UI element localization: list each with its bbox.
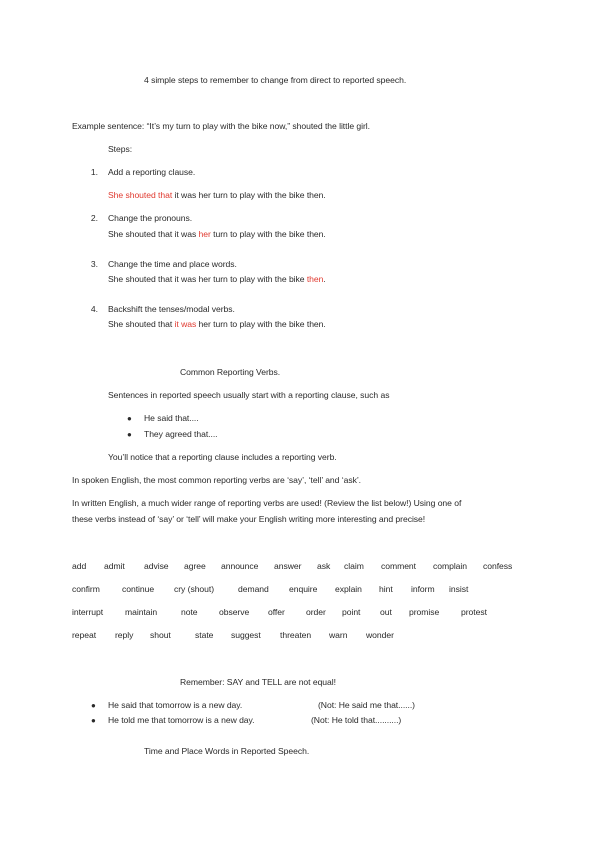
bullet-icon: ● bbox=[91, 701, 96, 710]
step-example-highlight: her bbox=[198, 229, 211, 239]
verb-item: explain bbox=[335, 584, 362, 594]
verb-item: out bbox=[380, 607, 392, 617]
step-example bbox=[108, 319, 326, 330]
step-example-text: She shouted that it was her turn to play with the bike bbox=[108, 274, 307, 284]
verb-item: advise bbox=[144, 561, 169, 571]
verb-item: admit bbox=[104, 561, 125, 571]
verb-item: claim bbox=[344, 561, 364, 571]
list-item-note: (Not: He told that..........) bbox=[311, 715, 402, 725]
verb-item: continue bbox=[122, 584, 155, 594]
step-example-text: She shouted that bbox=[108, 319, 175, 329]
verb-item: ask bbox=[317, 561, 331, 571]
step-example-text: her turn to play with the bike then. bbox=[196, 319, 326, 329]
verb-item: confirm bbox=[72, 584, 100, 594]
step-heading: Backshift the tenses/modal verbs. bbox=[108, 304, 235, 314]
step-heading: Change the pronouns. bbox=[108, 213, 193, 223]
list-item-note: (Not: He said me that......) bbox=[318, 700, 415, 710]
step-example-text: it was her turn to play with the bike then. bbox=[172, 190, 326, 200]
verb-item: repeat bbox=[72, 630, 97, 640]
verb-item: observe bbox=[219, 607, 250, 617]
bullet-icon: ● bbox=[91, 716, 96, 725]
verb-item: warn bbox=[329, 630, 348, 640]
remember-heading: Remember: SAY and TELL are not equal! bbox=[180, 677, 336, 687]
step-example-highlight: it was bbox=[174, 319, 197, 329]
verb-item: point bbox=[342, 607, 361, 617]
steps-label: Steps: bbox=[108, 144, 133, 154]
step-example-text: . bbox=[323, 274, 326, 284]
list-item: They agreed that.... bbox=[144, 429, 218, 439]
example-sentence: Example sentence: “It’s my turn to play with the bike now,” shouted the little girl. bbox=[72, 121, 371, 131]
step-number: 3. bbox=[90, 259, 98, 269]
verb-item: interrupt bbox=[72, 607, 104, 617]
step-example-highlight: She shouted that bbox=[108, 190, 173, 200]
verb-item: reply bbox=[115, 630, 134, 640]
step-example bbox=[108, 190, 326, 201]
bullet-icon: ● bbox=[127, 414, 132, 423]
bullet-icon: ● bbox=[127, 430, 132, 439]
verb-item: complain bbox=[433, 561, 467, 571]
verbs-intro: Sentences in reported speech usually start with a reporting clause, such as bbox=[108, 390, 390, 400]
verb-item: insist bbox=[449, 584, 469, 594]
step-number: 1. bbox=[90, 167, 98, 177]
list-item: He told me that tomorrow is a new day. bbox=[108, 715, 255, 725]
verb-item: agree bbox=[184, 561, 206, 571]
verb-item: cry (shout) bbox=[174, 584, 215, 594]
verb-item: promise bbox=[409, 607, 440, 617]
verb-item: announce bbox=[221, 561, 259, 571]
list-item: He said that tomorrow is a new day. bbox=[108, 700, 243, 710]
verb-item: enquire bbox=[289, 584, 318, 594]
verbs-heading: Common Reporting Verbs. bbox=[180, 367, 281, 377]
verb-item: answer bbox=[274, 561, 302, 571]
verb-item: shout bbox=[150, 630, 171, 640]
verb-item: protest bbox=[461, 607, 487, 617]
document-title: 4 simple steps to remember to change from direct to reported speech. bbox=[144, 75, 407, 85]
verb-item: comment bbox=[381, 561, 416, 571]
verb-item: threaten bbox=[280, 630, 312, 640]
verb-item: offer bbox=[268, 607, 285, 617]
written-text-line-2: these verbs instead of ‘say’ or ‘tell’ will make your English writing more interesting and precise! bbox=[72, 514, 426, 524]
step-example-text: turn to play with the bike then. bbox=[210, 229, 326, 239]
verb-item: confess bbox=[483, 561, 513, 571]
step-example-text: She shouted that it was bbox=[108, 229, 199, 239]
step-example bbox=[108, 274, 326, 285]
spoken-text: In spoken English, the most common reporting verbs are ‘say’, ‘tell’ and ‘ask’. bbox=[72, 475, 362, 485]
verb-item: state bbox=[195, 630, 214, 640]
verb-item: note bbox=[181, 607, 198, 617]
verb-item: wonder bbox=[366, 630, 394, 640]
written-text-line-1: In written English, a much wider range of reporting verbs are used! (Review the list below!) Using one of bbox=[72, 498, 462, 508]
verb-item: order bbox=[306, 607, 326, 617]
verb-item: inform bbox=[411, 584, 435, 594]
time-place-heading: Time and Place Words in Reported Speech. bbox=[144, 746, 310, 756]
verb-item: demand bbox=[238, 584, 269, 594]
verb-item: hint bbox=[379, 584, 393, 594]
step-number: 4. bbox=[90, 304, 98, 314]
step-number: 2. bbox=[90, 213, 98, 223]
list-item: He said that.... bbox=[144, 413, 199, 423]
step-heading: Change the time and place words. bbox=[108, 259, 237, 269]
verb-item: add bbox=[72, 561, 87, 571]
step-example bbox=[108, 229, 326, 240]
verb-item: maintain bbox=[125, 607, 158, 617]
notice-text: You’ll notice that a reporting clause includes a reporting verb. bbox=[108, 452, 337, 462]
step-example-highlight: then bbox=[306, 274, 324, 284]
step-heading: Add a reporting clause. bbox=[108, 167, 196, 177]
verb-item: suggest bbox=[231, 630, 261, 640]
